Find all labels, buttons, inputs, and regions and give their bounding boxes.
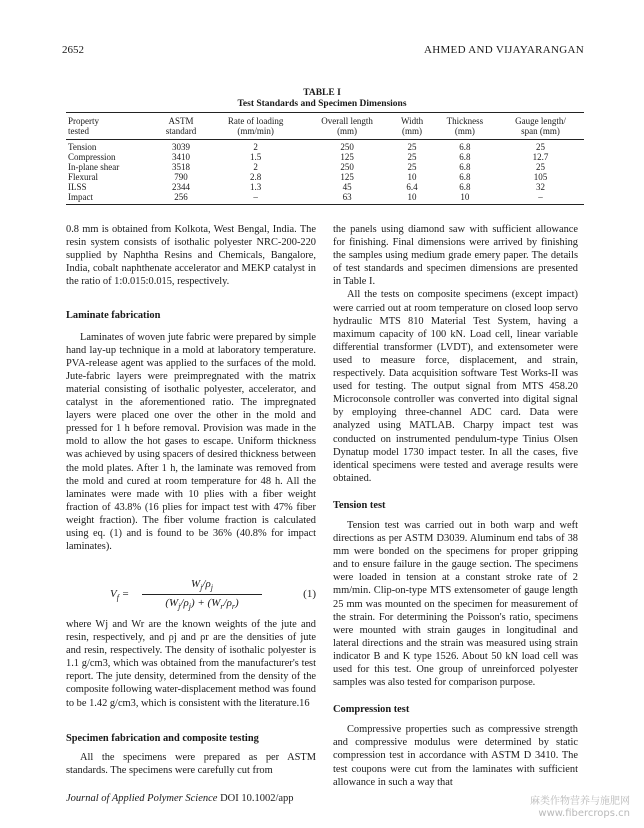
table-cell: 63 xyxy=(303,192,391,205)
table-cell: Compression xyxy=(68,152,116,162)
table-cell: 6.4 xyxy=(406,182,418,192)
table-label: TABLE I xyxy=(303,88,341,98)
table-cell: 1.5 xyxy=(250,152,262,162)
table-cell: ILSS xyxy=(68,182,87,192)
left-column-bottom xyxy=(66,618,316,777)
table-cell: 10 xyxy=(391,192,432,205)
table-cell: 250 xyxy=(340,142,354,152)
table-row xyxy=(66,182,584,192)
equation-fraction: $\frac{W_j/\rho_j}{(W_j/\rho_j) + (W_r/\rho_r)}$ xyxy=(142,578,262,611)
table-cell: 25 xyxy=(407,152,417,162)
compression-paragraph: Compressive properties such as compressive strength and compressive modulus were determined by static compression test in accordance with ASTM D 3410. The test coupons were cut from the laminates with sufficient allowance in such a way that xyxy=(333,724,578,788)
table-cell: 45 xyxy=(342,182,352,192)
table-cell: 2344 xyxy=(172,182,191,192)
table-cell: 6.8 xyxy=(459,182,471,192)
table-cell: 6.8 xyxy=(459,142,471,152)
table-cell: 25 xyxy=(407,162,417,172)
table-cell: 3039 xyxy=(172,142,191,152)
table-cell: 105 xyxy=(533,172,548,182)
table-cell: 125 xyxy=(340,152,354,162)
table-row xyxy=(66,152,584,162)
specimen-paragraph: All the specimens were prepared as per ASTM standards. The specimens were carefully cut from xyxy=(66,751,316,776)
table-header-cell: Thickness (mm) xyxy=(433,113,497,140)
table-caption: Test Standards and Specimen Dimensions xyxy=(237,99,407,109)
page-number: 2652 xyxy=(62,44,84,56)
table-cell: 790 xyxy=(174,172,188,182)
tests-paragraph: All the tests on composite specimens (except impact) were carried out at room temperature on closed loop servo hydraulic MTS 810 Material Test System, having a maximum capacity of 100 kN. Load cell, linear variable differential transformer (LVDT), and extensometer were used to measure force, displacement, and strain, respectively. Data acquisition software Test Works-II was used for testing. The output signal from MTS 458.20 Microconsole controller was converted into digital signal by employing three-channel ADC card. Data were analyzed using MATLAB. Charpy impact test was conducted on instrumented pendulum-type Tinius Olsen Dynatup model 1730 impact tester. In all the cases, five identical specimens were tested and average results were obtained. xyxy=(333,289,578,484)
table-header-cell: Rate of loading (mm/min) xyxy=(208,113,302,140)
equation-fiber-volume xyxy=(110,578,316,614)
table-cell: 10 xyxy=(407,172,417,182)
equation-lhs: $V_f$ = xyxy=(110,588,130,603)
table-cell: 6.8 xyxy=(459,162,471,172)
specimen-table xyxy=(66,112,584,205)
tension-paragraph: Tension test was carried out in both warp and weft directions as per ASTM D3039. Aluminum end tabs of 38 mm were bonded on the specimens for proper gripping and to ensure failure in the gauge section. The specimens were loaded in tension at a constant stroke rate of 2 mm/min. Clip-on-type MTS extensometer of gauge length 25 mm was mounted on the specimen for measurement of the strain. For determining the Poisson's ratio, specimens were mounted with strain gauges in longitudinal and lateral directions and the strain was measured using strain indicator B and K type 1526. About 50 kN load cell was used for this test. One group of unreinforced polyester samples was also tested for comparison purpose. xyxy=(333,519,578,689)
table-row xyxy=(66,140,584,153)
table-cell: 6.8 xyxy=(459,152,471,162)
table-row xyxy=(66,172,584,182)
table-cell: Flexural xyxy=(68,172,98,182)
watermark xyxy=(530,796,630,820)
right-column xyxy=(333,223,578,789)
table-header-cell: Gauge length/ span (mm) xyxy=(497,113,584,140)
table-header-cell: Width (mm) xyxy=(391,113,432,140)
journal-doi: DOI 10.1002/app xyxy=(220,793,294,804)
table-cell: – xyxy=(208,192,302,205)
table-cell: 12.7 xyxy=(532,152,549,162)
left-column-top xyxy=(66,223,316,553)
heading-specimen-fabrication: Specimen fabrication and composite testing xyxy=(66,732,259,744)
table-cell: 3410 xyxy=(172,152,191,162)
heading-compression-test: Compression test xyxy=(333,704,410,716)
watermark-line-2: www.fibercrops.cn xyxy=(538,808,630,819)
heading-tension-test: Tension test xyxy=(333,499,386,511)
table-cell: 25 xyxy=(536,142,546,152)
table-cell: 2.8 xyxy=(250,172,262,182)
heading-laminate-fabrication: Laminate fabrication xyxy=(66,310,161,322)
running-header: AHMED AND VIJAYARANGAN xyxy=(423,44,584,56)
table-cell: – xyxy=(497,192,584,205)
table-cell: 2 xyxy=(253,142,258,152)
table-cell: 125 xyxy=(340,172,354,182)
table-cell: Tension xyxy=(68,142,97,152)
table-cell: 32 xyxy=(536,182,546,192)
laminate-paragraph: Laminates of woven jute fabric were prepared by simple hand lay-up technique in a mold at laboratory temperature. PVA-release agent was applied to the surfaces of the mold. Jute-fabric layers were preimpregnated with the matrix material consisting of isothalic polyester, accelerator, and catalyst in the aforementioned ratio. The impregnated layers were placed one over the other in the mold and pressed for 1 h before removal. Provision was made in the mold to allow the hot gases to escape. Uniform thickness was achieved by using spacers of desired thickness between the mold plates. After 1 h, the laminate was removed from the mold and cured at room temperature for 48 h. All the laminates were made with 10 plies with a fiber weight fraction of 43.8% (16 plies for impact test with 47% fiber weight fraction). The fiber volume fraction is calculated using eq. (1) and is found to be 36% (40.8% for impact laminates). xyxy=(66,331,316,553)
table-cell: Impact xyxy=(66,192,154,205)
table-header-cell: ASTM standard xyxy=(154,113,209,140)
table-cell: In-plane shear xyxy=(68,162,120,172)
journal-name: Journal of Applied Polymer Science xyxy=(66,793,218,804)
after-equation-paragraph: where Wj and Wr are the known weights of the jute and resin, respectively, and ρj and ρr are the densities of jute and resin, respectively. The density of isothalic polyester is 1.1 g/cm3, which was obtained from the manufacturer's test report. The jute density, determined from the density of the composite following water-displacement method was found to be 1.42 g/cm3, which is consistent with the literature.16 xyxy=(66,619,316,709)
table-header-cell: Property tested xyxy=(66,113,154,140)
table-cell: 10 xyxy=(433,192,497,205)
table-row xyxy=(66,162,584,172)
watermark-line-1: 麻类作物营养与施肥网 xyxy=(530,796,630,807)
table-cell: 2 xyxy=(253,162,258,172)
equation-number: (1) xyxy=(303,588,316,600)
continued-paragraph: the panels using diamond saw with sufficient allowance for finishing. Final dimensions were arrived by finishing the samples using medium grade emery paper. The details of test standards and specimen dimensions are presented in Table I. xyxy=(333,224,578,288)
table-cell: 25 xyxy=(536,162,546,172)
table-header-cell: Overall length (mm) xyxy=(303,113,391,140)
table-cell: 250 xyxy=(340,162,354,172)
table-cell: 3518 xyxy=(172,162,191,172)
journal-footer xyxy=(66,793,294,804)
table-cell: 25 xyxy=(407,142,417,152)
intro-paragraph: 0.8 mm is obtained from Kolkota, West Bengal, India. The resin system consists of isothalic polyester NRC-200-220 supplied by Naphtha Resins and Chemicals, Bangalore, India, cobalt naphthenate accelerator and MEKP catalyst in the ratio of 1:0.015:0.015, respectively. xyxy=(66,224,316,288)
table-cell: 6.8 xyxy=(459,172,471,182)
table-row xyxy=(66,192,584,205)
table-cell: 1.3 xyxy=(250,182,262,192)
table-cell: 256 xyxy=(154,192,209,205)
